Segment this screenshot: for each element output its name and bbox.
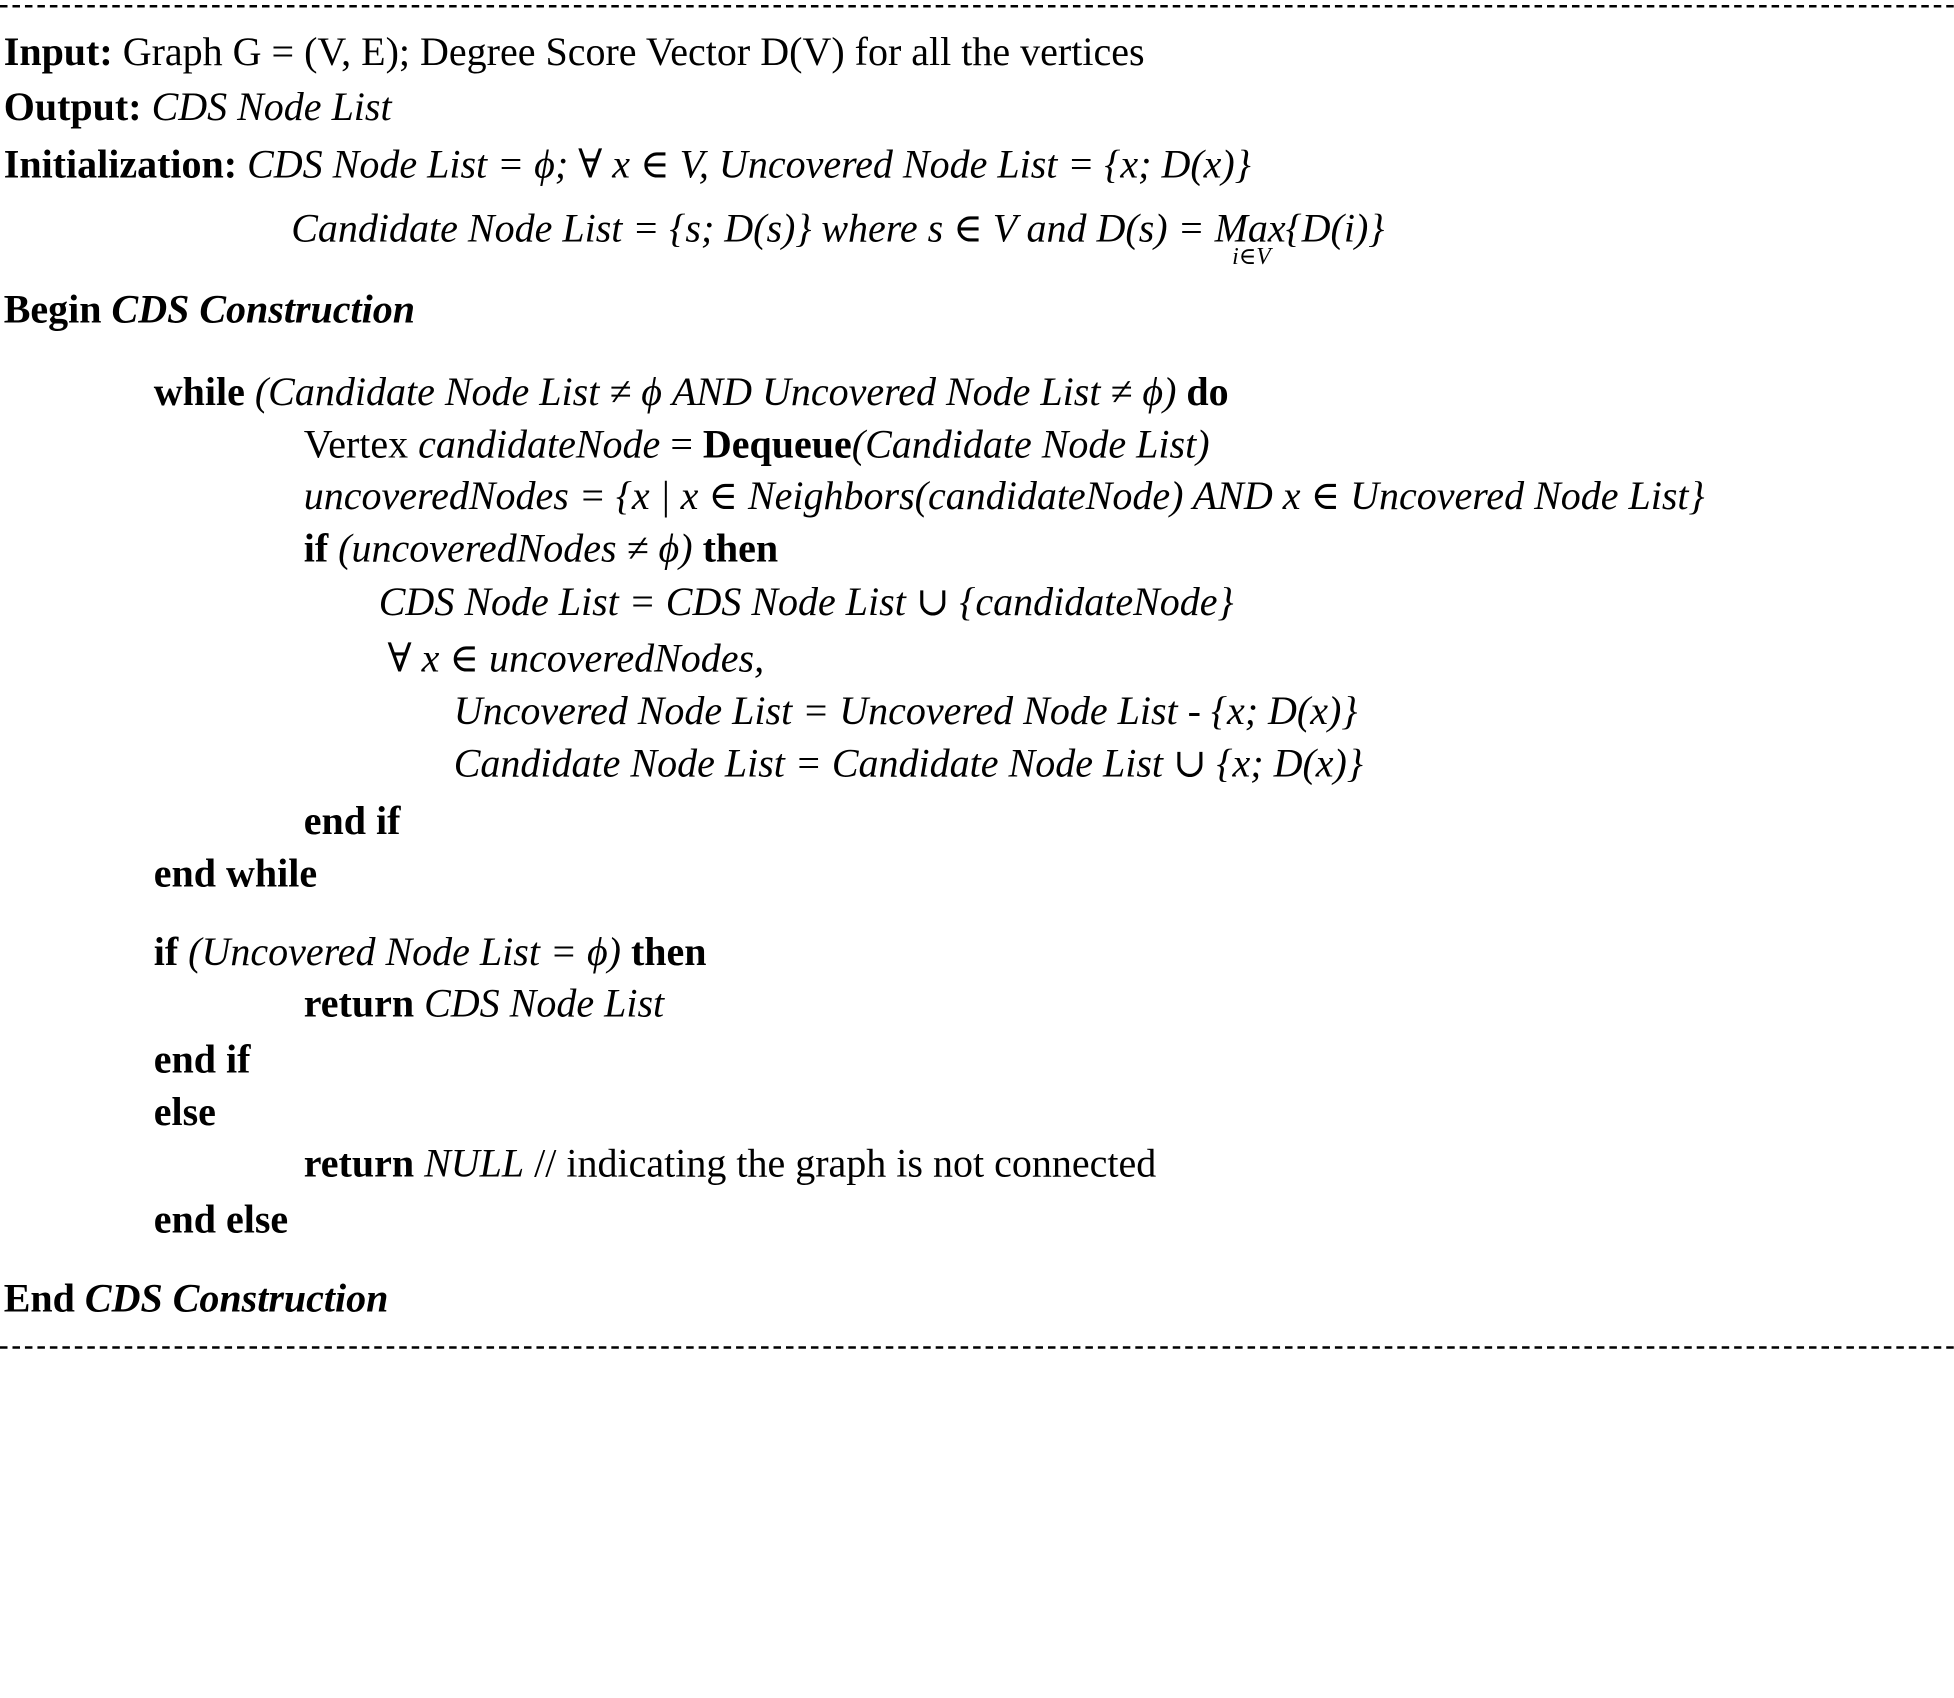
output-line (4, 81, 392, 131)
uncovered-update-line (454, 685, 1358, 735)
input-text: Graph G = (V, E); Degree Score Vector D(V) for all the vertices (122, 28, 1145, 74)
vertex-equals: = (660, 421, 703, 467)
return2-comment: // indicating the graph is not connected (534, 1140, 1157, 1185)
uncovered-update-stmt: Uncovered Node List = Uncovered Node List - {x; D(x)} (453, 687, 1358, 733)
end-else-keyword: end else (153, 1196, 289, 1242)
end-if2-keyword: end if (153, 1036, 251, 1082)
input-label: Input: (3, 28, 113, 74)
candidate-update-stmt: Candidate Node List = Candidate Node List ∪ {x; D(x)} (453, 740, 1363, 785)
cds-union-line (379, 576, 1234, 626)
end-if2-line (154, 1034, 251, 1084)
init-text-1: CDS Node List = ϕ; ∀ x ∈ V, Uncovered Node List = {x; D(x)} (247, 141, 1251, 187)
then-keyword: then (702, 525, 779, 570)
end-while-keyword: end while (153, 850, 318, 895)
while-keyword: while (153, 368, 245, 414)
vertex-argument: (Candidate Node List) (851, 421, 1210, 467)
begin-line (4, 284, 415, 334)
max-subscript: i∈V (1232, 243, 1271, 270)
init-text-2-post: {D(i)} (1285, 205, 1385, 250)
end-if-keyword: end if (303, 797, 401, 843)
vertex-line (304, 419, 1210, 469)
return1-value: CDS Node List (424, 980, 665, 1025)
top-dashed-rule (0, 5, 1954, 8)
do-keyword: do (1186, 368, 1229, 414)
init-label: Initialization: (3, 141, 238, 187)
init-text-2: Candidate Node List = {s; D(s)} where s ∈ V and D(s) = (291, 205, 1215, 250)
return1-line (304, 978, 664, 1028)
else-line (154, 1086, 216, 1136)
output-text: CDS Node List (151, 83, 392, 129)
while-line (154, 366, 1229, 416)
uncovered-nodes-def: uncoveredNodes = {x | x ∈ Neighbors(candidateNode) AND x ∈ Uncovered Node List} (303, 472, 1705, 518)
output-label: Output: (3, 83, 142, 129)
uncovered-nodes-line (304, 470, 1705, 520)
end-line (4, 1273, 389, 1323)
if2-line (154, 926, 707, 976)
return2-line (304, 1138, 1156, 1188)
input-line (4, 26, 1145, 76)
max-label: Max (1214, 205, 1286, 250)
init-line-2 (291, 203, 1385, 270)
if2-condition: (Uncovered Node List = ϕ) (188, 928, 621, 974)
else-keyword: else (153, 1088, 216, 1134)
forall-stmt: ∀ x ∈ uncoveredNodes, (387, 635, 765, 680)
bottom-dashed-rule (0, 1346, 1954, 1349)
begin-keyword: Begin (3, 286, 102, 332)
candidate-update-line (454, 738, 1363, 788)
forall-line (388, 633, 765, 683)
vertex-prefix: Vertex (303, 421, 409, 467)
end-else-line (154, 1194, 288, 1244)
end-proc-name: CDS Construction (84, 1275, 389, 1320)
if2-keyword: if (153, 928, 179, 974)
if-line (304, 523, 778, 573)
proc-name: CDS Construction (111, 286, 415, 332)
dequeue-keyword: Dequeue (702, 421, 852, 467)
if-keyword: if (303, 525, 329, 570)
return2-keyword: return (303, 1140, 415, 1185)
if-condition: (uncoveredNodes ≠ ϕ) (338, 525, 693, 570)
while-condition: (Candidate Node List ≠ ϕ AND Uncovered Node List ≠ ϕ) (254, 368, 1177, 414)
cds-union-stmt: CDS Node List = CDS Node List ∪ {candidateNode} (378, 578, 1234, 624)
end-while-line (154, 848, 317, 898)
vertex-variable: candidateNode (418, 421, 661, 467)
max-operator (1214, 203, 1286, 270)
end-keyword: End (3, 1275, 75, 1320)
end-if-line (304, 795, 401, 845)
return2-value: NULL (424, 1140, 525, 1185)
return1-keyword: return (303, 980, 415, 1025)
then2-keyword: then (630, 928, 707, 974)
init-line-1 (4, 139, 1251, 189)
